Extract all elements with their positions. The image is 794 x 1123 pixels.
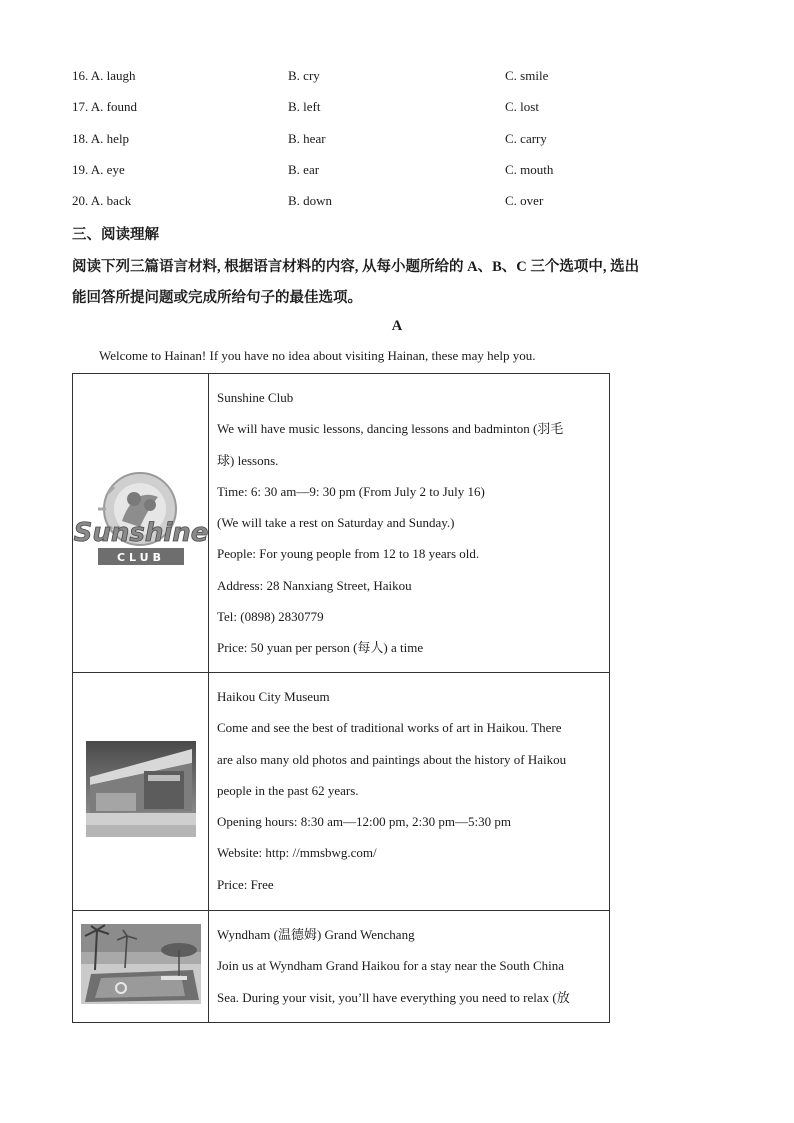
place-line: Come and see the best of traditional works of art in Haikou. There [217,720,562,736]
hotel-text [209,911,610,1023]
question-row-17 [72,99,732,121]
question-row-18 [72,131,732,153]
table-row [73,374,610,673]
image-cell [73,911,209,1023]
museum-photo [86,741,196,837]
image-cell [73,673,209,911]
place-line: Sea. During your visit, you’ll have everything you need to relax (放 [217,989,570,1005]
place-line: Opening hours: 8:30 am—12:00 pm, 2:30 pm—5:30 pm [217,814,511,830]
place-line: People: For young people from 12 to 18 years old. [217,546,480,562]
option-b: B. left [288,99,321,114]
sunshine-club-text [209,374,610,673]
place-line: Address: 28 Nanxiang Street, Haikou [217,577,412,593]
place-line: people in the past 62 years. [217,782,359,798]
place-line: 球) lessons. [217,452,279,468]
option-b: B. ear [288,162,320,177]
option-c: C. carry [505,131,547,146]
place-line: Join us at Wyndham Grand Haikou for a stay near the South China [217,958,565,974]
sunshine-club-logo [73,469,208,573]
option-c: C. lost [505,99,539,114]
place-line: Price: Free [217,876,274,892]
option-b: B. hear [288,131,326,146]
table-row [73,673,610,911]
logo-sub: CLUB [116,550,165,564]
option-a: 18. A. help [72,131,130,146]
option-a: 16. A. laugh [72,68,136,83]
place-line: Tel: (0898) 2830779 [217,609,324,625]
place-title: Haikou City Museum [217,689,330,704]
instruction-line-2: 能回答所提问题或完成所给句子的最佳选项。 [72,290,362,306]
option-c: C. mouth [505,162,554,177]
place-line: are also many old photos and paintings about the history of Haikou [217,751,567,767]
table-row [73,911,610,1023]
info-table [72,373,610,1023]
place-line: We will have music lessons, dancing lessons and badminton (羽毛 [217,421,564,437]
place-line: Time: 6: 30 am—9: 30 pm (From July 2 to July 16) [217,483,485,499]
option-c: C. smile [505,68,549,83]
museum-text [209,673,610,911]
place-line: Price: 50 yuan per person (每人) a time [217,640,424,656]
option-c: C. over [505,193,544,208]
place-line: (We will take a rest on Saturday and Sunday.) [217,515,455,531]
place-line: Website: http: //mmsbwg.com/ [217,845,377,861]
place-title: Wyndham (温德姆) Grand Wenchang [217,927,415,942]
place-title: Sunshine Club [217,390,294,405]
question-row-20 [72,193,732,215]
instruction-line-1: 阅读下列三篇语言材料, 根据语言材料的内容, 从每小题所给的 A、B、C 三个选项中, 选出 [72,259,640,275]
question-row-16 [72,68,732,90]
logo-word: Sunshine [73,517,208,548]
option-b: B. down [288,193,333,208]
option-a: 19. A. eye [72,162,125,177]
section-title: 三、阅读理解 [72,227,159,243]
passage-intro: Welcome to Hainan! If you have no idea about visiting Hainan, these may help you. [99,348,536,363]
option-b: B. cry [288,68,320,83]
image-cell [73,374,209,673]
question-row-19 [72,162,732,184]
option-a: 17. A. found [72,99,137,114]
passage-letter: A [391,318,403,334]
option-a: 20. A. back [72,193,132,208]
hotel-pool-photo [81,924,201,1004]
